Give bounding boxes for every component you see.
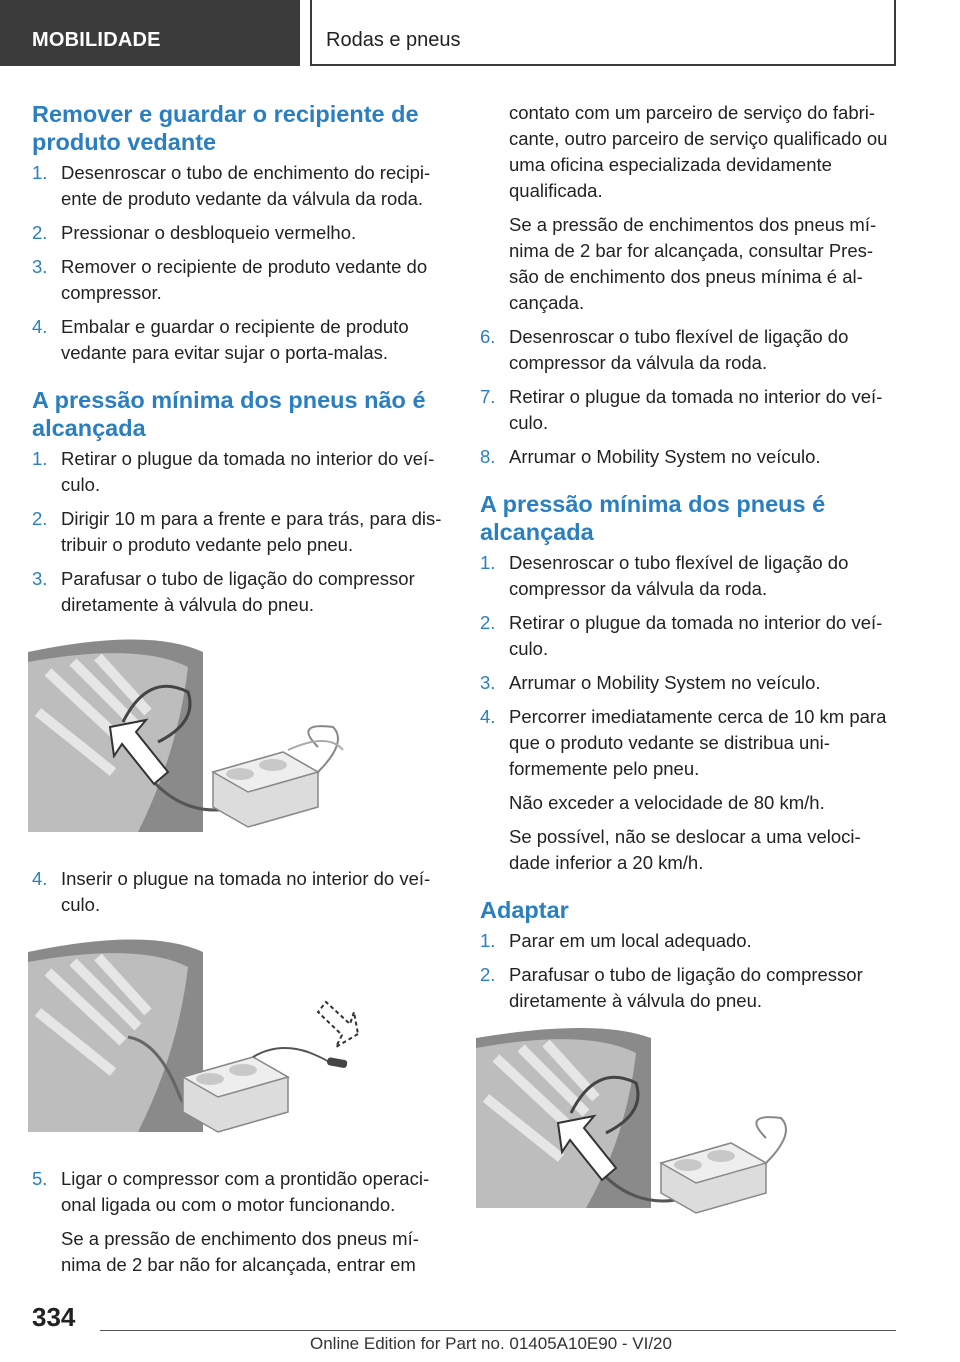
edition-text: Online Edition for Part no. 01405A10E90 - VI/20 <box>310 1334 672 1353</box>
list-item: 8. Arrumar o Mobility System no veículo. <box>480 446 821 467</box>
section-title: MOBILIDADE <box>32 29 161 51</box>
heading-min-pressure-not-reached: A pressão mínima dos pneus não é alcançada <box>32 387 426 441</box>
list-item: 1. Desenroscar o tubo de enchimento do recipi-ente de produto vedante da válvula da roda. <box>32 162 431 209</box>
list-finish-steps <box>480 324 900 470</box>
list-adapt <box>480 928 900 1014</box>
section-tab <box>0 0 300 66</box>
list-item: 3. Parafusar o tubo de ligação do compressor diretamente à válvula do pneu. <box>32 568 415 615</box>
list-remove-container <box>32 160 452 366</box>
list-item: 4. Inserir o plugue na tomada no interior do veí-culo. <box>32 868 431 915</box>
footer-divider <box>100 1330 896 1331</box>
reference-note: Se a pressão de enchimentos dos pneus mí-nima de 2 bar for alcançada, consultar Pres-são de enchimento dos pneus mínima é al-cançada. <box>509 214 877 313</box>
step5-note: Se a pressão de enchimento dos pneus mí-nima de 2 bar não for alcançada, entrar em <box>61 1228 419 1275</box>
list-item: 2. Dirigir 10 m para a frente e para trás, para dis-tribuir o produto vedante pelo pneu. <box>32 508 442 555</box>
list-min-pressure-not-reached <box>32 446 452 618</box>
list-min-pressure-reached <box>480 550 900 782</box>
page-number: 334 <box>32 1302 76 1332</box>
list-item: 2. Pressionar o desbloqueio vermelho. <box>32 222 357 243</box>
list-item: 2. Parafusar o tubo de ligação do compressor diretamente à válvula do pneu. <box>480 964 863 1011</box>
list-item: 5. Ligar o compressor com a prontidão operaci-onal ligada ou com o motor funcionando. <box>32 1168 430 1215</box>
continued-text: contato com um parceiro de serviço do fabri-cante, outro parceiro de serviço qualificado ou uma oficina especializada devidamente qualificada. <box>509 102 888 201</box>
list-item: 2. Retirar o plugue da tomada no interior do veí-culo. <box>480 612 883 659</box>
list-item: 1. Desenroscar o tubo flexível de ligação do compressor da válvula da roda. <box>480 552 849 599</box>
illustration-plug-socket <box>28 932 452 1152</box>
list-item: 1. Retirar o plugue da tomada no interior do veí-culo. <box>32 448 435 495</box>
right-column <box>480 100 900 1262</box>
list-item: 6. Desenroscar o tubo flexível de ligação do compressor da válvula da roda. <box>480 326 849 373</box>
illustration-compressor-valve-2 <box>476 1028 900 1248</box>
list-item: 1. Parar em um local adequado. <box>480 930 752 951</box>
speed-limit-note: Não exceder a velocidade de 80 km/h. <box>509 792 825 813</box>
list-item: 4. Percorrer imediatamente cerca de 10 km para que o produto vedante se distribua uni-formemente pelo pneu. <box>480 706 887 779</box>
heading-adapt: Adaptar <box>480 897 569 923</box>
list-item: 7. Retirar o plugue da tomada no interior do veí-culo. <box>480 386 883 433</box>
heading-min-pressure-reached: A pressão mínima dos pneus é alcançada <box>480 491 826 545</box>
left-column <box>32 100 452 1286</box>
heading-remove-container: Remover e guardar o recipiente de produto vedante <box>32 101 419 155</box>
list-item: 3. Arrumar o Mobility System no veículo. <box>480 672 821 693</box>
page-header <box>0 0 960 66</box>
illustration-compressor-valve <box>28 632 452 852</box>
list-item: 4. Embalar e guardar o recipiente de produto vedante para evitar sujar o porta-malas. <box>32 316 409 363</box>
chapter-tab <box>310 0 896 66</box>
list-item: 3. Remover o recipiente de produto vedante do compressor. <box>32 256 428 303</box>
min-speed-note: Se possível, não se deslocar a uma veloci-dade inferior a 20 km/h. <box>509 826 861 873</box>
chapter-title: Rodas e pneus <box>326 29 461 51</box>
